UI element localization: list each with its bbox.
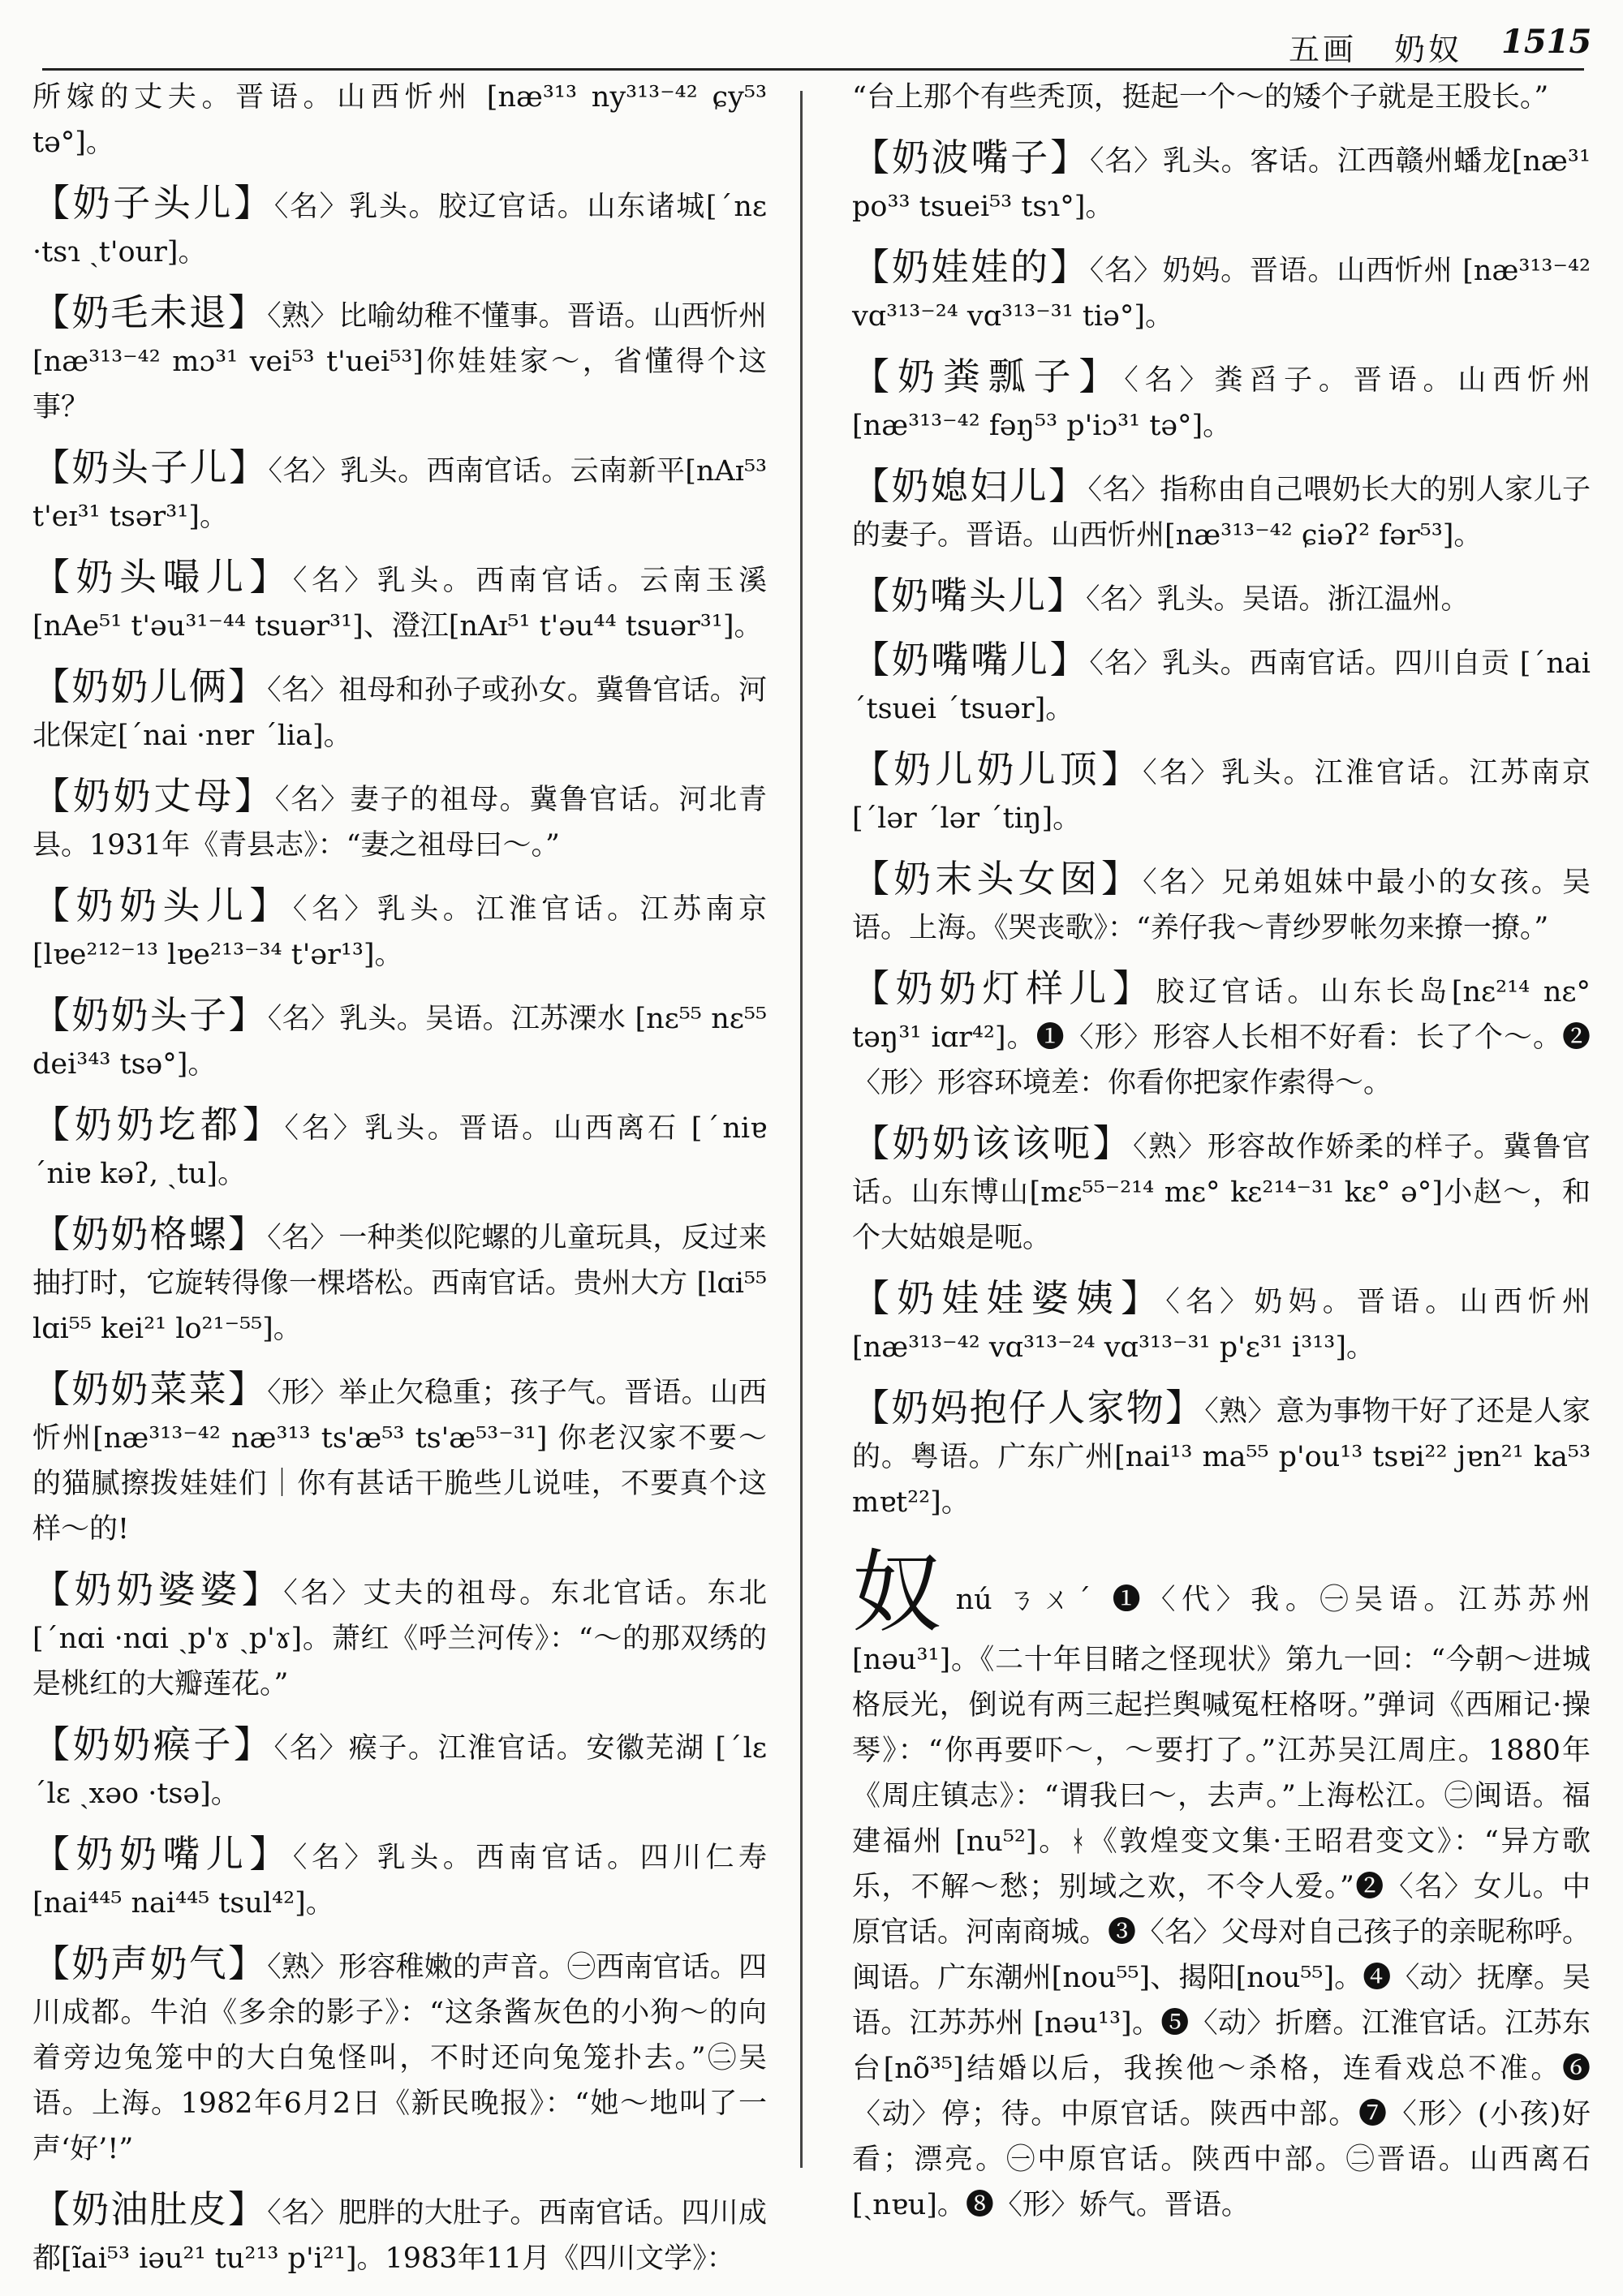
entry-headword: 【奶媳妇儿】	[852, 464, 1088, 508]
entry-definition: 〈名〉乳头。西南官话。四川自贡 [ˊnai ˊtsuei ˊtsuər]。	[852, 647, 1591, 725]
entry-headword: 【奶娃娃婆姨】	[852, 1276, 1166, 1320]
entry-definition: 〈名〉丈夫的祖母。东北官话。东北[ˊnɑi ·nɑi ˏp'ɤ ˏp'ɤ]。萧红《呼兰河传》：“～的那双绣的是桃红的大瓣莲花。”	[32, 1577, 767, 1701]
entry-definition: 〈名〉一种类似陀螺的儿童玩具，反过来抽打时，它旋转得像一棵塔松。西南官话。贵州大方 [lɑi⁵⁵ lɑi⁵⁵ kei²¹ lo²¹⁻⁵⁵]。	[32, 1222, 767, 1345]
entry-definition: 〈名〉奶妈。晋语。山西忻州 [næ³¹³⁻⁴² vɑ³¹³⁻²⁴ vɑ³¹³⁻³¹ p'ɛ³¹ i³¹³]。	[852, 1286, 1591, 1364]
entry-headword: 【奶奶婆婆】	[32, 1567, 284, 1611]
character-definition: nú ㄋㄨˊ ❶〈代〉我。㊀吴语。江苏苏州[nəu³¹]。《二十年目睹之怪现状》第九一回：“今朝～进城格辰光，倒说有两三起拦舆喊冤枉格呀。”弹词《西厢记·操琴》：“你再要吓～，～要打了。”江苏吴江周庄。1880年《周庄镇志》：“谓我曰～，去声。”上海松江。㊁闽语。福建福州 [nu⁵²]。ᚼ《敦煌变文集·王昭君变文》：“异方歌乐，不解～愁；别域之欢，不令人爱。”❷〈名〉女儿。中原官话。河南商城。❸〈名〉父母对自己孩子的亲昵称呼。闽语。广东潮州[nou⁵⁵]、揭阳[nou⁵⁵]。❹〈动〉抚摩。吴语。江苏苏州 [nəu¹³]。❺〈动〉折磨。江淮官话。江苏东台[nõ³⁵]结婚以后，我挨他～杀格，连看戏总不准。❻〈动〉停；待。中原官话。陕西中部。❼〈形〉(小孩)好看；漂亮。㊀中原官话。陕西中部。㊁晋语。山西离石[ˏnɐu]。❽〈形〉娇气。晋语。	[852, 1584, 1591, 2221]
page-header	[0, 0, 1623, 65]
entry-definition: 胶辽官话。山东长岛[nɛ²¹⁴ nɛ° təŋ³¹ iɑr⁴²]。❶〈形〉形容人长相不好看：长了个～。❷〈形〉形容环境差：你看你把家作索得～。	[852, 976, 1591, 1099]
entry-headword: 【奶奶头儿】	[32, 884, 293, 927]
entry-definition: 〈名〉肥胖的大肚子。西南官话。四川成都[ĩai⁵³ iəu²¹ tu²¹³ p'i²¹]。1983年11月《四川文学》：	[32, 2197, 767, 2275]
entry-headword: 【奶奶丈母】	[32, 774, 275, 818]
entry-definition: 〈名〉乳头。江淮官话。江苏南京 [ˊlər ˊlər ˊtiŋ]。	[852, 757, 1591, 835]
entry-definition: 〈名〉指称由自己喂奶长大的别人家儿子的妻子。晋语。山西忻州[næ³¹³⁻⁴² ɕiəʔ² fər⁵³]。	[852, 474, 1591, 552]
dictionary-entry	[32, 664, 767, 759]
dictionary-entry	[852, 746, 1591, 841]
dictionary-entry	[852, 637, 1591, 732]
header-chars: 奶奴	[1394, 32, 1463, 67]
page-number: 1515	[1501, 23, 1592, 61]
entry-headword: 【奶子头儿】	[32, 181, 274, 225]
dictionary-entry	[32, 445, 767, 540]
entry-definition: 〈名〉乳头。西南官话。云南新平[nAɪ⁵³ t'eɪ³¹ tsər³¹]。	[32, 455, 768, 533]
entry-headword: 【奶末头女囡】	[852, 857, 1143, 901]
entry-headword: 【奶奶灯样儿】	[852, 966, 1156, 1010]
column-divider	[800, 91, 803, 2168]
dictionary-entry	[852, 1275, 1591, 1370]
entry-headword: 【奶奶儿俩】	[32, 664, 268, 708]
dictionary-entry	[32, 992, 767, 1087]
dictionary-entry	[32, 1211, 767, 1352]
entry-headword: 【奶声奶气】	[32, 1941, 268, 1985]
dictionary-entry	[32, 554, 767, 649]
entry-definition: 〈名〉乳头。吴语。浙江温州。	[1086, 583, 1470, 616]
entry-headword: 【奶头嘬儿】	[32, 555, 293, 599]
entry-headword: 【奶奶圪都】	[32, 1103, 285, 1146]
continued-entry: 所嫁的丈夫。晋语。山西忻州 [næ³¹³ ny³¹³⁻⁴² ɕy⁵³ tə°]。	[32, 81, 767, 159]
dictionary-entry	[32, 1567, 767, 1707]
dictionary-entry	[32, 1366, 767, 1552]
dictionary-entry	[32, 1941, 767, 2172]
entry-definition: 〈熟〉比喻幼稚不懂事。晋语。山西忻州 [næ³¹³⁻⁴² mɔ³¹ vei⁵³ t'uei⁵³]你娃娃家～，省懂得个这事？	[32, 300, 767, 424]
dictionary-entry	[32, 290, 767, 430]
entry-headword: 【奶毛未退】	[32, 290, 268, 334]
dictionary-entry	[852, 244, 1591, 339]
entry-definition: 〈名〉乳头。江淮官话。江苏南京 [lɐe²¹²⁻¹³ lɐe²¹³⁻³⁴ t'ər¹³]。	[32, 893, 767, 971]
dictionary-entry	[32, 883, 767, 978]
entry-headword: 【奶奶头子】	[32, 993, 268, 1037]
entry-headword: 【奶娃娃的】	[852, 245, 1090, 289]
dictionary-entry	[32, 1102, 767, 1197]
entry-definition: 〈名〉乳头。晋语。山西离石 [ˊniɐ ˊniɐ kəʔ, ˏtu]。	[32, 1112, 767, 1190]
entry-definition: 〈熟〉形容稚嫩的声音。㊀西南官话。四川成都。牛泊《多余的影子》：“这条酱灰色的小狗～的向着旁边兔笼中的大白兔怪叫，不时还向兔笼扑去。”㊁吴语。上海。1982年6月2日《新民晚报》：“她～地叫了一声‘好’!”	[32, 1951, 767, 2165]
entry-definition: 〈名〉兄弟姐妹中最小的女孩。吴语。上海。《哭丧歌》：“养仔我～青纱罗帐勿来撩一撩。”	[852, 866, 1591, 944]
entry-definition: 〈名〉瘊子。江淮官话。安徽芜湖 [ˊlɛ ˊlɛ ˏxəo ·tsə]。	[32, 1732, 768, 1810]
dictionary-entry	[852, 354, 1591, 449]
dictionary-entry	[32, 1831, 767, 1926]
dictionary-entry	[852, 1385, 1591, 1525]
character-entry	[852, 1541, 1591, 2228]
header-rule	[42, 68, 1584, 71]
entry-headword: 【奶嘴头儿】	[852, 574, 1086, 617]
continued-entry: “台上那个有些秃顶，挺起一个～的矮个子就是王股长。”	[852, 81, 1549, 114]
entry-definition: 〈名〉妻子的祖母。冀鲁官话。河北青县。1931年《青县志》：“妻之祖母曰～。”	[32, 784, 767, 862]
character-headword: 奴	[852, 1541, 948, 1645]
dictionary-entry	[32, 180, 767, 275]
entry-headword: 【奶奶嘴儿】	[32, 1832, 293, 1876]
entry-headword: 【奶儿奶儿顶】	[852, 747, 1143, 791]
entry-definition: 〈名〉乳头。西南官话。四川仁寿 [nai⁴⁴⁵ nai⁴⁴⁵ tsul⁴²]。	[32, 1842, 767, 1920]
entry-headword: 【奶奶格螺】	[32, 1212, 268, 1256]
entry-headword: 【奶油肚皮】	[32, 2187, 268, 2231]
right-column	[852, 75, 1591, 2242]
dictionary-entry	[32, 1722, 767, 1817]
entry-definition: 〈熟〉形容故作娇柔的样子。冀鲁官话。山东博山[mɛ⁵⁵⁻²¹⁴ mɛ° kɛ²¹⁴⁻³¹ kɛ° ə°]小赵～，和个大姑娘是呃。	[852, 1131, 1591, 1254]
entry-definition: 〈名〉奶妈。晋语。山西忻州 [næ³¹³⁻⁴² vɑ³¹³⁻²⁴ vɑ³¹³⁻³¹ tiə°]。	[852, 255, 1591, 333]
entry-headword: 【奶粪瓢子】	[852, 355, 1125, 398]
entry-headword: 【奶头子儿】	[32, 445, 269, 489]
entry-headword: 【奶嘴嘴儿】	[852, 638, 1090, 681]
entry-definition: 〈名〉祖母和孙子或孙女。冀鲁官话。河北保定[ˊnai ·nɐr ˊlia]。	[32, 674, 767, 752]
entry-definition: 〈形〉举止欠稳重；孩子气。晋语。山西忻州[næ³¹³⁻⁴² næ³¹³ ts'æ⁵³ ts'æ⁵³⁻³¹] 你老汉家不要～的猫腻擦拨娃娃们｜你有甚话干脆些儿说哇，不要真个这样～的!	[32, 1377, 767, 1546]
entry-headword: 【奶奶瘊子】	[32, 1722, 274, 1766]
dictionary-entry	[852, 1120, 1591, 1261]
dictionary-entry	[852, 856, 1591, 951]
entry-definition: 〈名〉乳头。吴语。江苏溧水 [nɛ⁵⁵ nɛ⁵⁵ dei³⁴³ tsə°]。	[32, 1003, 767, 1081]
entry-definition: 〈名〉乳头。胶辽官话。山东诸城[ˊnɛ ·tsɿ ˏt'our]。	[32, 191, 767, 269]
entry-headword: 【奶奶菜菜】	[32, 1367, 268, 1411]
entry-headword: 【奶妈抱仔人家物】	[852, 1386, 1205, 1430]
entry-headword: 【奶奶该该呃】	[852, 1121, 1134, 1165]
entry-definition: 〈名〉乳头。西南官话。云南玉溪[nAe⁵¹ t'əu³¹⁻⁴⁴ tsuər³¹]、澄江[nAɪ⁵¹ t'əu⁴⁴ tsuər³¹]。	[32, 565, 767, 643]
entry-definition: 〈名〉粪舀子。晋语。山西忻州 [næ³¹³⁻⁴² fəŋ⁵³ p'iɔ³¹ tə°]。	[852, 364, 1591, 442]
dictionary-entry	[852, 135, 1591, 230]
dictionary-entry	[852, 463, 1591, 558]
dictionary-entry	[852, 965, 1591, 1106]
dictionary-entry	[852, 573, 1591, 622]
entry-definition: 〈熟〉意为事物干好了还是人家的。粤语。广东广州[nai¹³ ma⁵⁵ p'ou¹³ tsɐi²² jɐn²¹ ka⁵³ mɐt²²]。	[852, 1395, 1591, 1519]
dictionary-entry	[32, 773, 767, 868]
left-column	[32, 75, 767, 2296]
dictionary-entry	[32, 2186, 767, 2281]
section-label: 五画	[1289, 32, 1358, 67]
entry-definition: 〈名〉乳头。客话。江西赣州蟠龙[næ³¹ po³³ tsuei⁵³ tsɿ°]。	[852, 145, 1591, 223]
entry-headword: 【奶波嘴子】	[852, 135, 1090, 179]
